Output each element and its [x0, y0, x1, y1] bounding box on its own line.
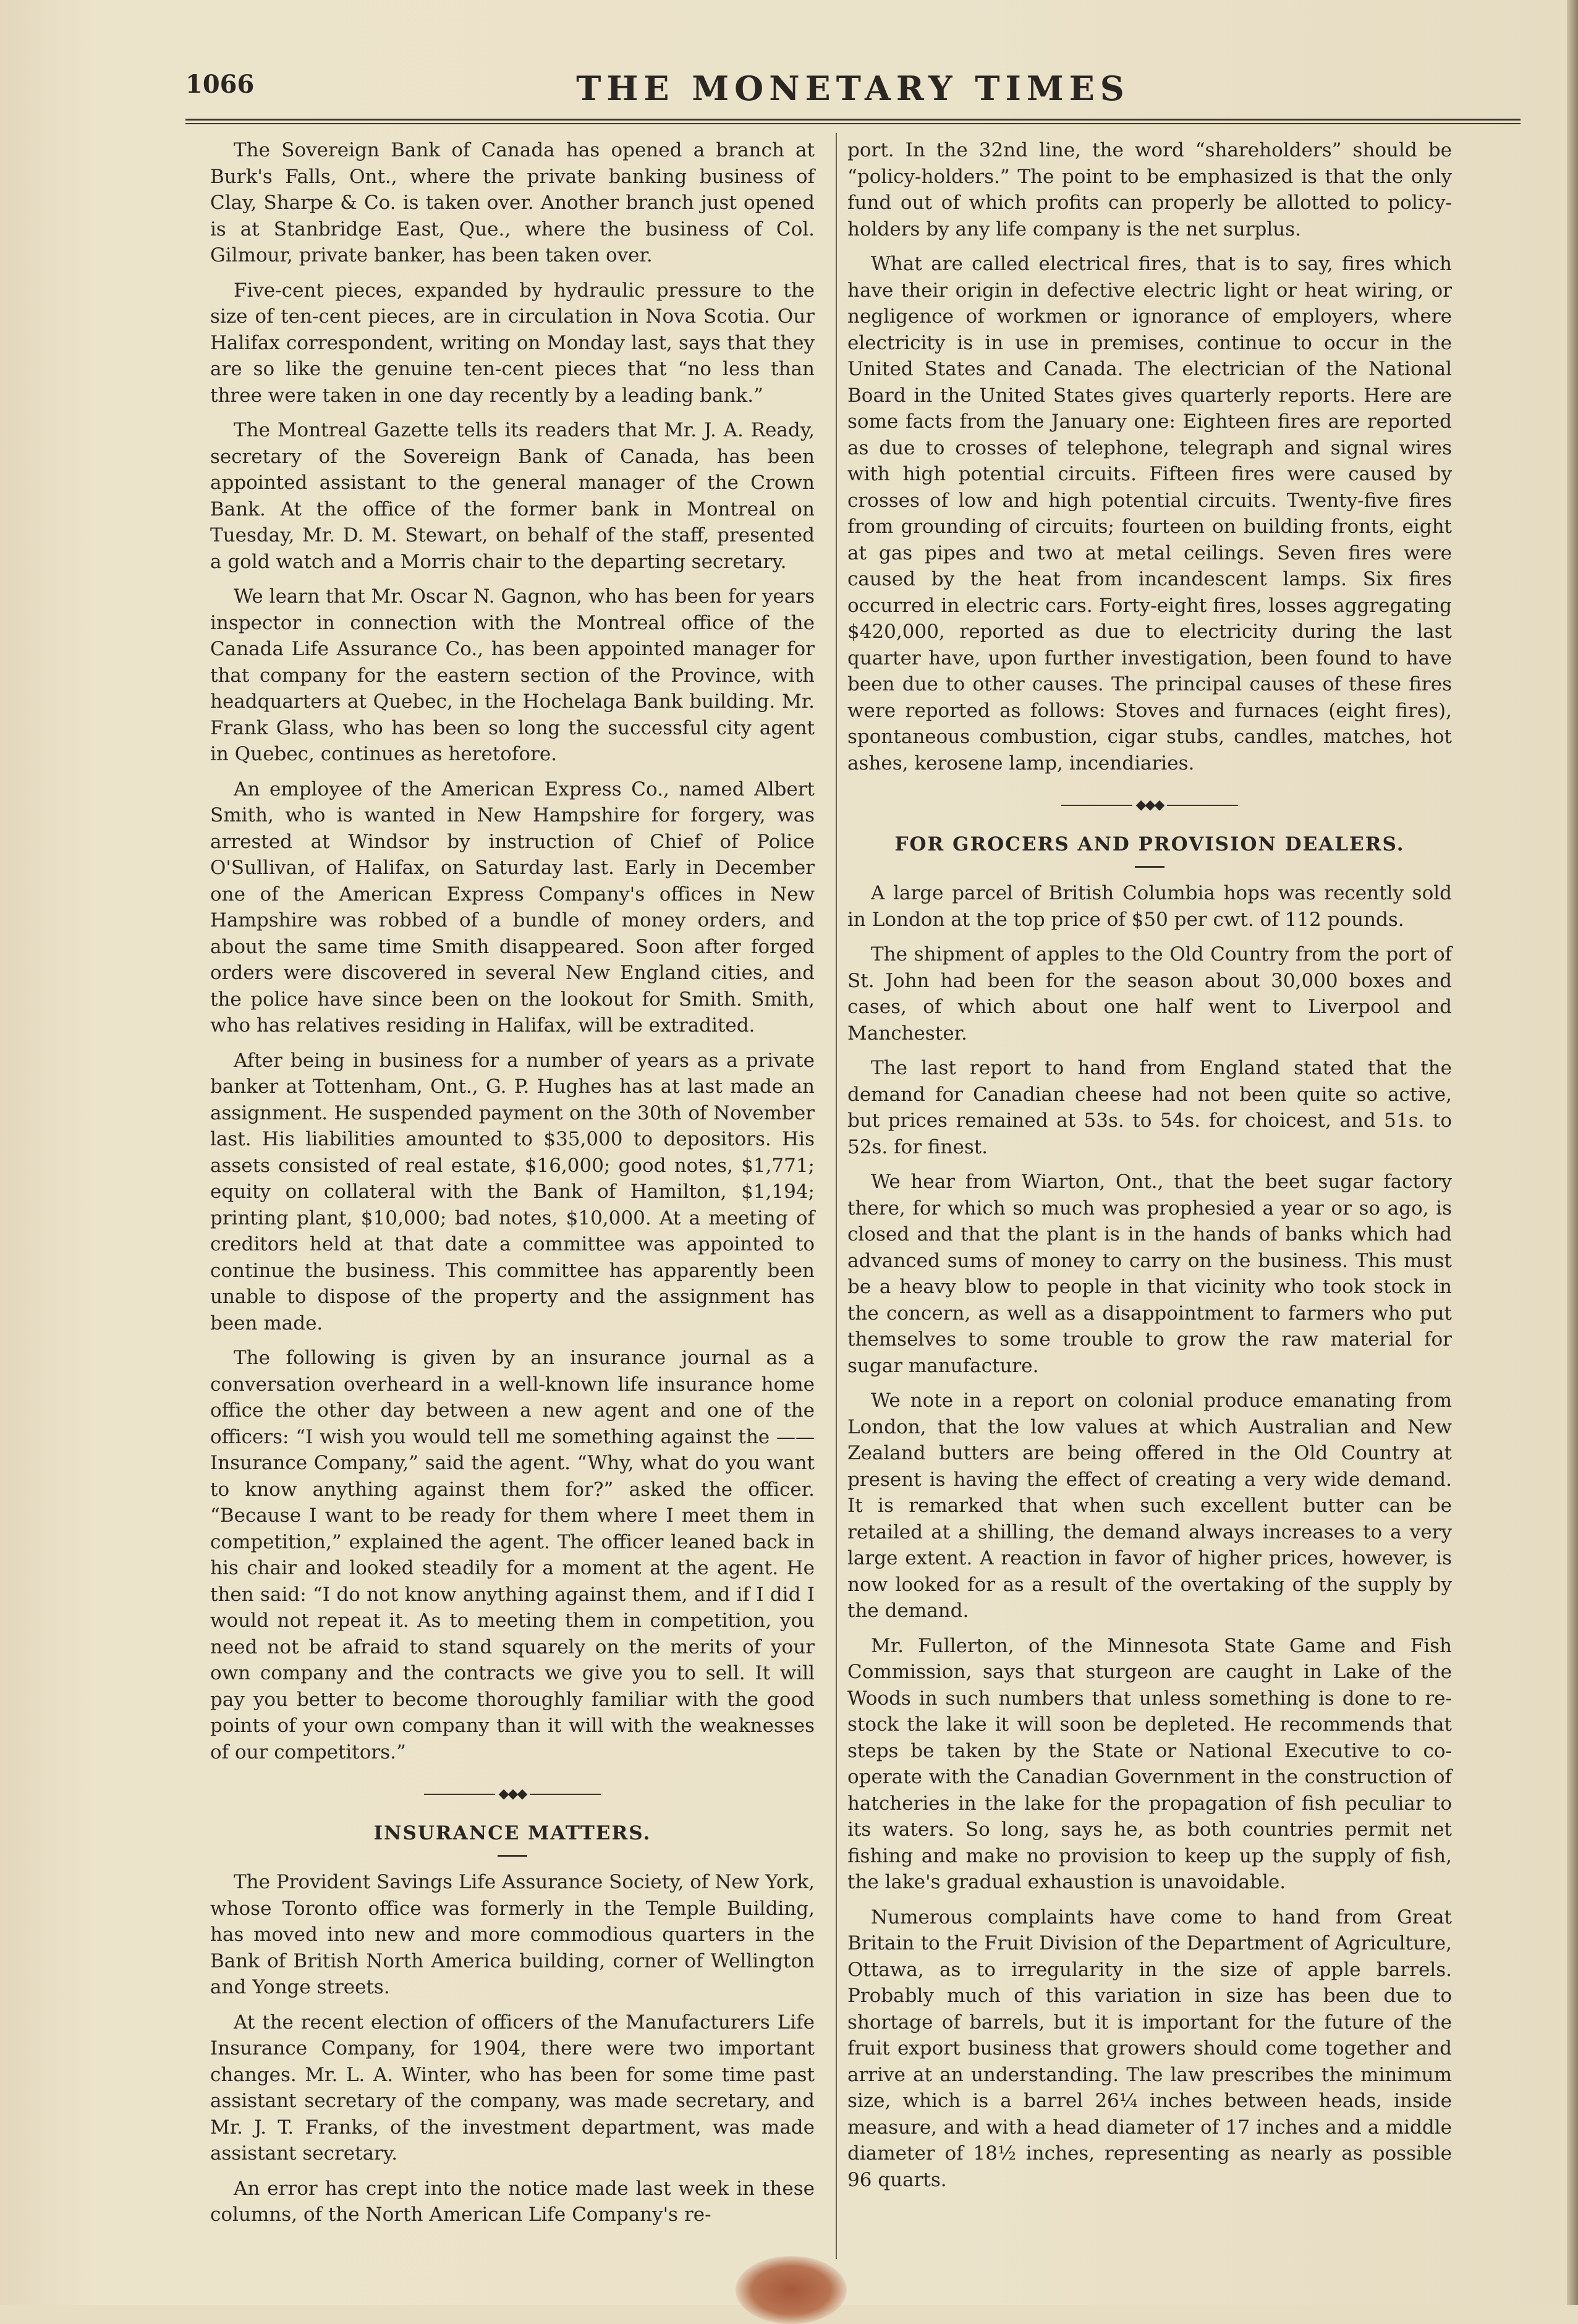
article-paragraph: We note in a report on colonial produce emanating from London, that the low values at which Australian and New Zealand butters are being offered in the Old Country at present is having the effect of creating a very wide demand. It is remarked that when such excellent butter can be retailed at a shilling, the demand always increases to a very large extent. A reaction in favor of higher prices, however, is now looked for as a result of the overtaking of the supply by the demand.	[847, 1389, 1452, 1622]
article-paragraph: The Montreal Gazette tells its readers that Mr. J. A. Ready, secretary of the Sovereign Bank of Canada, has been appointed assistant to the general manager of the Crown Bank. At the office of the former bank in Montreal on Tuesday, Mr. D. M. Stewart, on behalf of the staff, presented a gold watch and a Morris chair to the departing secretary.	[210, 419, 815, 573]
article-paragraph: We learn that Mr. Oscar N. Gagnon, who has been for years inspector in connection with the Montreal office of the Canada Life Assurance Co., has been appointed manager for that company for the eastern section of the Province, with headquarters at Quebec, in the Hochelaga Bank building. Mr. Frank Glass, who has been so long the successful city agent in Quebec, continues as heretofore.	[210, 585, 815, 765]
ornament-line	[530, 1794, 601, 1795]
binding-stain	[736, 2256, 847, 2324]
page-number: 1066	[185, 70, 255, 99]
ornament-diamonds-icon: ◆◆◆	[498, 1786, 527, 1802]
article-paragraph: An error has crept into the notice made last week in these columns, of the North American Life Company's re-	[210, 2177, 815, 2226]
article-paragraph: The last report to hand from England stated that the demand for Canadian cheese had not been quite so active, but prices remained at 53s. to 54s. for choicest, and 51s. to 52s. for finest.	[847, 1057, 1452, 1158]
section-ornament	[847, 792, 1452, 819]
article-paragraph: An employee of the American Express Co., named Albert Smith, who is wanted in New Hampshire for forgery, was arrested at Windsor by instruction of Chief of Police O'Sullivan, of Halifax, on Saturday last. Early in December one of the American Express Company's offices in New Hampshire was robbed of a bundle of money orders, and about the same time Smith disappeared. Soon after forged orders were discovered in several New England cities, and the police have since been on the lookout for Smith. Smith, who has relatives residing in Halifax, will be extradited.	[210, 778, 815, 1037]
article-paragraph: Mr. Fullerton, of the Minnesota State Game and Fish Commission, says that sturgeon are caught in Lake of the Woods in such numbers that unless something is done to re-stock the lake it will soon be depleted. He recommends that steps be taken by the State or National Executive to co-operate with the Canadian Government in the construction of hatcheries in the lake for the propagation of fish peculiar to its waters. So long, says he, as both countries permit net fishing and make no provision to keep up the supply of fish, the lake's gradual exhaustion is unavoidable.	[847, 1634, 1452, 1893]
page-edge	[1567, 0, 1578, 2305]
header-rule-thin	[185, 123, 1521, 124]
masthead: THE MONETARY TIMES	[576, 69, 1130, 108]
article-paragraph: Five-cent pieces, expanded by hydraulic pressure to the size of ten-cent pieces, are in circulation in Nova Scotia. Our Halifax correspondent, writing on Monday last, says that they are so like the genuine ten-cent pieces that “no less than three were taken in one day recently by a leading bank.”	[210, 279, 815, 407]
article-paragraph: port. In the 32nd line, the word “shareholders” should be “policy-holders.” The point to be emphasized is that the only fund out of which profits can properly be allotted to policy-holders by any life company is the net surplus.	[847, 139, 1452, 240]
article-paragraph: At the recent election of officers of the Manufacturers Life Insurance Company, for 1904, there were two important changes. Mr. L. A. Winter, who has been for some time past assistant secretary of the company, was made secretary, and Mr. J. T. Franks, of the investment department, was made assistant secretary.	[210, 2011, 815, 2165]
article-paragraph: The following is given by an insurance journal as a conversation overheard in a well-known life insurance home office the other day between a new agent and one of the officers: “I wish you would tell me something against the —— Insurance Company,” said the agent. “Why, what do you want to know anything against them for?” asked the officer. “Because I want to be ready for them where I meet them in competition,” explained the agent. The officer leaned back in his chair and looked steadily for a moment at the agent. He then said: “I do not know anything against them, and if I did I would not repeat it. As to meeting them in competition, you need not be afraid to stand squarely on the merits of your own company and the contracts we give you to sell. It will pay you better to become thoroughly familiar with the good points of your own company than it will with the weaknesses of our competitors.”	[210, 1347, 815, 1763]
left-column	[210, 137, 815, 2237]
ornament-diamonds-icon: ◆◆◆	[1135, 797, 1164, 813]
article-paragraph: The shipment of apples to the Old Country from the port of St. John had been for the season about 30,000 boxes and cases, of which about one half went to Liverpool and Manchester.	[847, 943, 1452, 1045]
title-rule	[1135, 866, 1164, 868]
page-header	[185, 65, 1521, 121]
article-paragraph: The Provident Savings Life Assurance Society, of New York, whose Toronto office was formerly in the Temple Building, has moved into new and more commodious quarters in the Bank of British North America building, corner of Wellington and Yonge streets.	[210, 1871, 815, 1998]
ornament-line	[1167, 805, 1238, 806]
title-rule	[498, 1855, 527, 1857]
header-rule	[185, 119, 1521, 121]
article-paragraph: We hear from Wiarton, Ont., that the beet sugar factory there, for which so much was prophesied a year or so ago, is closed and that the plant is in the hands of banks which had advanced sums of money to carry on the business. This must be a heavy blow to people in that vicinity who took stock in the concern, as well as a disappointment to farmers who put themselves to some trouble to grow the raw material for sugar manufacture.	[847, 1171, 1452, 1377]
article-paragraph: What are called electrical fires, that is to say, fires which have their origin in defective electric light or heat wiring, or negligence of workmen or ignorance of employers, where electricity is in use in premises, continue to occur in the United States and Canada. The electrician of the National Board in the United States gives quarterly reports. Here are some facts from the January one: Eighteen fires are reported as due to crosses of telephone, telegraph and signal wires with high potential circuits. Fifteen fires were caused by crosses of low and high potential circuits. Twenty-five fires from grounding of circuits; fourteen on building fronts, eight at gas pipes and two at metal ceilings. Seven fires were caused by the heat from incandescent lamps. Six fires occurred in electric cars. Forty-eight fires, losses aggregating $420,000, reported as due to electricity during the last quarter have, upon further investigation, been found to have been due to other causes. The principal causes of these fires were reported as follows: Stoves and furnaces (eight fires), spontaneous combustion, cigar stubs, candles, matches, hot ashes, kerosene lamp, incendiaries.	[847, 253, 1452, 774]
ornament-line	[1061, 805, 1132, 806]
section-title-insurance: INSURANCE MATTERS.	[373, 1821, 651, 1844]
section-ornament	[210, 1781, 815, 1808]
article-paragraph: The Sovereign Bank of Canada has opened a branch at Burk's Falls, Ont., where the private banking business of Clay, Sharpe & Co. is taken over. Another branch just opened is at Stanbridge East, Que., where the business of Col. Gilmour, private banker, has been taken over.	[210, 139, 815, 266]
article-paragraph: A large parcel of British Columbia hops was recently sold in London at the top price of $50 per cwt. of 112 pounds.	[847, 882, 1452, 931]
column-divider	[836, 133, 837, 2259]
section-title-grocers: FOR GROCERS AND PROVISION DEALERS.	[894, 833, 1405, 855]
article-paragraph: After being in business for a number of years as a private banker at Tottenham, Ont., G. P. Hughes has at last made an assignment. He suspended payment on the 30th of November last. His liabilities amounted to $35,000 to depositors. His assets consisted of real estate, $16,000; good notes, $1,771; equity on collateral with the Bank of Hamilton, $1,194; printing plant, $10,000; bad notes, $10,000. At a meeting of creditors held at that date a committee was appointed to continue the business. This committee has apparently been unable to dispose of the property and the assignment has been made.	[210, 1049, 815, 1334]
ornament-line	[424, 1794, 495, 1795]
article-paragraph: Numerous complaints have come to hand from Great Britain to the Fruit Division of the Department of Agriculture, Ottawa, as to irregularity in the size of apple barrels. Probably much of this variation in size has been due to shortage of barrels, but it is important for the future of the fruit export business that growers should come together and arrive at an understanding. The law prescribes the minimum size, which is a barrel 26¼ inches between heads, inside measure, and with a head diameter of 17 inches and a middle diameter of 18½ inches, representing as nearly as possible 96 quarts.	[847, 1906, 1452, 2191]
right-column	[847, 137, 1452, 2202]
